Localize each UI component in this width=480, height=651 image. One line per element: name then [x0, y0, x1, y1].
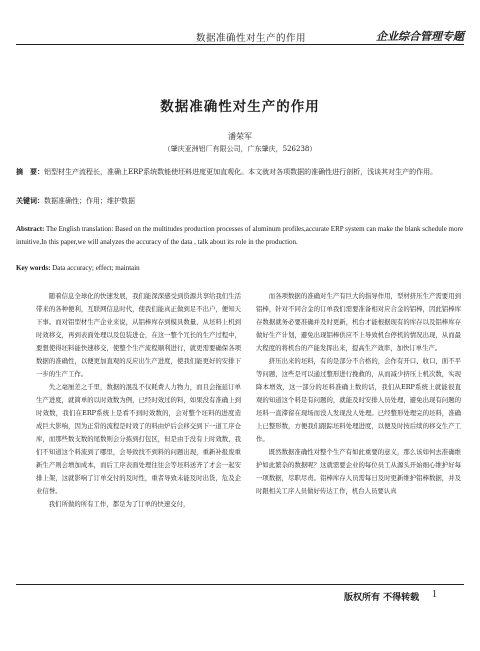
keywords-en-label: Key words:: [16, 264, 51, 272]
page-number: 1: [432, 589, 437, 600]
keywords-cn-label: 关键词：: [16, 197, 44, 205]
keywords-en-text: Data accuracy; effect; maintain: [52, 264, 140, 272]
keywords-en: [16, 264, 472, 272]
journal-section-title: 企业综合管理专题: [376, 30, 464, 43]
running-title: 数据准确性对生产的作用: [196, 33, 307, 44]
footer-rule: [16, 584, 464, 585]
abstract-cn-text: 铝型材生产流程长，准确上ERP系统数能使坯料进度更加直观化。本文就对各项数据的准确性进行剖析，浅谈其对生产的作用。: [44, 168, 438, 176]
abstract-en: [16, 223, 472, 249]
paragraph: 既然数据准确性对整个生产有如此重要的意义，那么该如何去准确维护如此繁杂的数据呢？这就需要企业的每位员工从源头开始细心维护好每一项数据，尽职尽责。铝棒库存人员需每日及时更新维护铝棒数据，并及时跟相关工序人员做好传达工作，机台人员要认真: [256, 448, 461, 495]
keywords-cn: [16, 196, 466, 206]
paragraph: 挤压出来的坯料，有的是部分不合格的，会作有开口、收口，面不平等问题，这些是可以通过整形进行挽救的，从而减少挤压上机次数，实现降本增效，这一部分的坯料准确上数的话，我们从ERP系统上就能很直观的知道这个料是有问题的，就能及时安排人员处理，避免出现有问题的坯料一直滞留在现场而没人发现没人处理。已经整形处理完的坯料，准确上已整形数，方便我们跟踪坯料处理进度，以便及时按后续的移交生产工作。: [256, 357, 461, 443]
abstract-cn-label: 摘 要：: [16, 168, 44, 176]
header-rule: [16, 44, 464, 45]
author-name: 潘荣军: [228, 132, 252, 141]
abstract-cn: [16, 166, 466, 179]
paragraph: 而各项数据的准确对生产有巨大的指导作用，型材挤压生产需要用到铝棒，针对不同合金的订单我们需要准备相对应合金的铝棒，因此铝棒库存数据就务必要准确并及时更新，机台才能根据现有的库存以及铝棒库存做好生产计划，避免出现铝棒供应不上导致机台停机的情况出现，从而最大程度的将机台的产能发挥出来，提高生产效率，加快订单生产。: [256, 292, 461, 352]
article-title: 数据准确性对生产的作用: [160, 99, 320, 115]
abstract-en-text: The English translation: Based on the multitudes production processes of aluminum profiles,accurate ERP system can make the blank schedule more intuitive,In this paper,we will analyzes the accuracy of the data , talk about its role in the production.: [16, 225, 463, 246]
copyright-notice: 版权所有 不得转载: [344, 593, 420, 603]
abstract-en-label: Abstract:: [16, 225, 45, 233]
paragraph: 失之毫厘差之千里，数据的混乱不仅耗费人力物力，而且会拖延订单生产进度，就简单的以时效数为例，已经时效过的料，如果没有准确上到时效数，我们在ERP系统上是看不到时效数的，会对整个坯料的进度造成巨大影响，因为正常的流程是时效了的料由炉后会移交到下一道工序仓库，而那些数支数的尾数则会分拣到打包区，但是由于没有上时效数，我们不知道这个料流到了哪里，会导致找不到料的问题出现，重新补报废重新生产则会增加成本，而后工序表面处理往往会等坯料送齐了才会一起安排上架，这就影响了订单交付的及时性，重者导致未能及时出货，危及企业信誉。: [36, 383, 241, 495]
body-column-left: [36, 290, 241, 511]
page-header: [0, 0, 480, 46]
keywords-cn-text: 数据准确性；作用；维护数据: [44, 197, 135, 205]
author-affiliation: （肇庆亚洲铝厂有限公司，广东肇庆，526238）: [163, 145, 317, 153]
body-column-right: [256, 290, 461, 498]
paragraph: 随着信息全球化的快速发展，我们能深深感受到资源共享给我们生活带来的各种便利，互联网信息时代，使我们能真正做到足不出户，便知天下事。而对铝型材生产企业来说，从铝棒库存到模具数量，从坯料上机到时效移交，再到表面处理以及包装进仓，在这一整个冗长的生产过程中，要想使得坯料能快速移交，使整个生产流程顺利进行，就更需要确保各项数据的准确性，以便更加直观的反应出生产进度，使我们能更好的安排下一步的生产工作。: [36, 292, 241, 378]
paragraph: 我们所做的所有工作，都是为了订单的快速交付，: [48, 500, 190, 508]
